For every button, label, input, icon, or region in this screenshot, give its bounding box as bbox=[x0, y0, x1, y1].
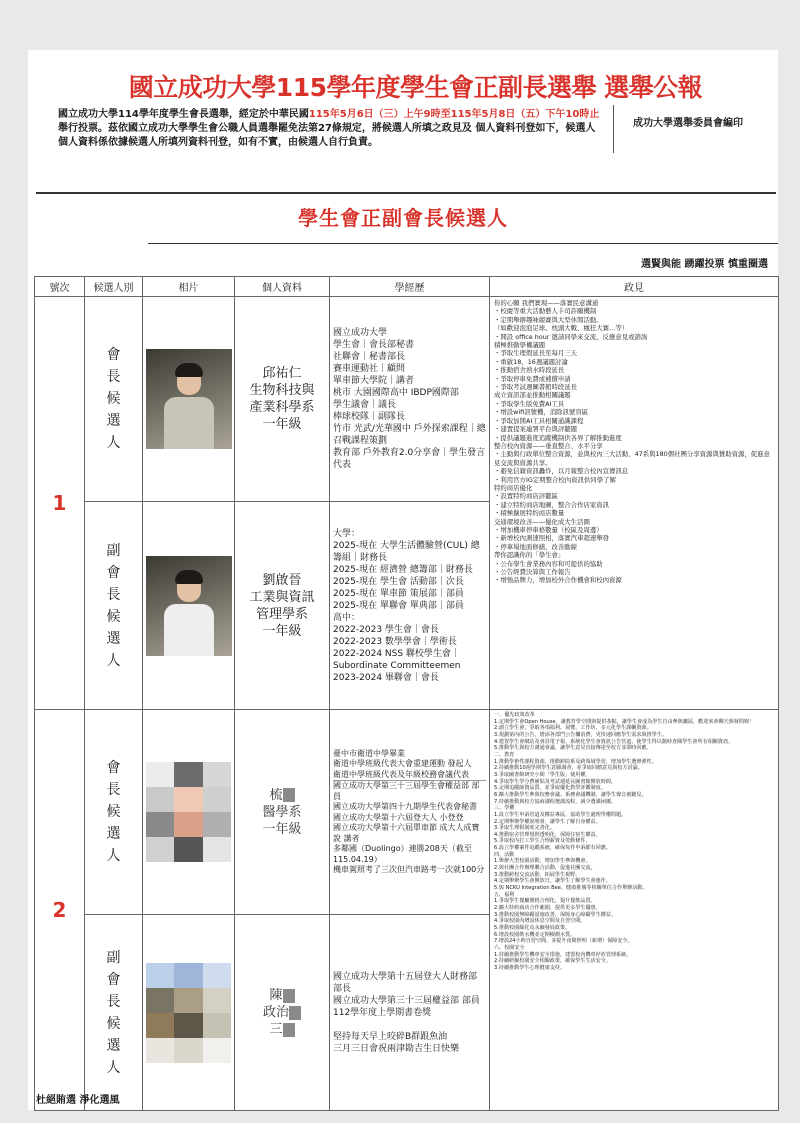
profile-line bbox=[238, 987, 326, 1004]
experience bbox=[330, 297, 490, 502]
blur-tile bbox=[174, 787, 203, 812]
profile-line-text: 一年級 bbox=[262, 821, 302, 837]
policy bbox=[490, 297, 779, 710]
issuer: 成功大學選舉委員會編印 bbox=[633, 118, 743, 129]
profile-line-text: 陳 bbox=[269, 988, 283, 1003]
profile-line bbox=[238, 821, 326, 838]
profile-line bbox=[238, 1004, 326, 1021]
blur-tile bbox=[146, 812, 175, 837]
profile-line bbox=[238, 787, 326, 804]
blur-tile bbox=[146, 837, 175, 862]
role-label bbox=[85, 915, 143, 1111]
bulletin-title: 國立成功大學115學年度學生會正副長選舉 選舉公報 bbox=[128, 73, 703, 102]
role-label bbox=[85, 297, 143, 502]
col-header-number: 號次 bbox=[35, 277, 85, 297]
photo-figure-body bbox=[164, 397, 214, 449]
table-row bbox=[35, 710, 779, 915]
experience bbox=[330, 915, 490, 1111]
blur-tile bbox=[174, 988, 203, 1013]
policy-text: 一、優先政策改革 1.定期學生會Open House，讓教育學空間與提供茶點，讓學生會成為學生自由參與廳區，歡迎來會聊天與發問喔！ 2.創立學生會，爭取各項福利、展覽、工作坊、多元化學生課輔資源。 3.規劃第內的公告，增添各部門公告欄消費，更快速回應學生需求與推學生。 4.建置學生會網站及會員電子報，系統化學生會資訊公告管道，使學生得以隨時查閱學生會所有相關資訊。 5.推動學生與校方溝通會議，讓學生意見直接傳達至校方並即時回應。 二、教育 1.推動學術性課程資源，推動跨院系及跨領域學習，增加學生選修彈性。 2.持續推動10週學期學生意願調查，並爭取回饋意見與校方討論。 3.爭取圖書館研究小間「學生版」使用權。 4.爭取學生學分費補貼及考試週延長圖書館開放時間。 5.定期追蹤師資品質，並爭取優化教學評鑑制度。 6.擴大推動學生參與校務會議、系務會議機制，讓學生聲音被聽見。 7.持續推動與校方協商課程選課流程，減少選課困擾。 三、學權 1.設立學生申訴管道及權益專區，協助學生處理學權問題。 2.定期舉辦學權說明會，讓學生了解自身權益。 3.爭取生理假制度完善化。 4.推動宿舍管理規則透明化，保障住宿生權益。 5.爭取校內打工學生合理薪資及勞動條件。 6.設立學權案件追蹤系統，確保每件申訴都有回應。 四、活動 1.舉辦大型校園活動，增加學生參與機會。 2.與社團合作辦理聯合活動，促進社團交流。 3.推動跨校交流活動，拓展學生視野。 4.定期舉辦學生會開放日，讓學生了解學生會運作。 5.與 NCKU Integration Bee、健康推廣等相關單位合作舉辦活動。 五、福利 1.爭取學生餐廳價格合理化，提升餐飲品質。 2.擴大特約商店合作範圍，提供更多學生優惠。 3.推動校園無障礙設施改善，保障身心障礙學生權益。 4.爭取校園內增設休息空間及自習空間。 5.推動校園綠化及永續發展政策。 6.增設校園飲水機並定期檢測水質。 7.增設24小時自習空間，並提升夜間照明（新增）保障安全。 六、校園安全 1.持續推動學生機車安全措施，建置校內機車停放管理系統。 2.持續研擬校園安全相關政策，確保學生生活安全。 3.持續推動學生心理健康支持。 bbox=[494, 712, 755, 971]
photo-figure-hair bbox=[175, 570, 203, 584]
experience bbox=[330, 710, 490, 915]
role-label bbox=[85, 502, 143, 710]
masked-block bbox=[283, 788, 295, 802]
photo-cell bbox=[143, 502, 235, 710]
photo-cell bbox=[143, 915, 235, 1111]
profile-masked bbox=[235, 710, 330, 915]
policy bbox=[490, 710, 779, 1111]
footer-slogan: 杜絕賄選 淨化選風 bbox=[36, 1095, 120, 1106]
masked-block bbox=[283, 989, 295, 1003]
policy-text: 你的心願 我們實現——落實民意溝通 ・校慶等重大活動藝人卡司許願機制 ・定期舉辦趣味競賽與大型休閒活動。 （如歡迎泡泡足球、枕頭大戰、瘋狂大賽…等） ・開設 office hour 邀請同學來交流，反應意見或諮詢 積極推動學權議題 ・爭取生理假延長至每月三天 ・重啟18、16週議題討論 ・推動宿舍熟水時段延長 ・爭取停車免費或補償申請 ・爭取考試週圖書館時段延長 成立資訊部並推動相關議題 ・爭取學生版免費AI工具 ・增設wifi訊號機，消除訊號盲區 ・爭取加開AI工具相關通識課程 ・建置提案連署平台與評聽題 ・提供議題進度追蹤機制供各界了解推動進度 整合校內資源——垂直整合、水平分享 ・主動與行政單位整合資源，並與校內三大活動、47系與180個社團分享資源與贊助資源，促進意見交流與資源共享。 ・避免信籍資訊轟炸，以月報整合校內宣傳訊息 ・利用官方IG定期整合校內資訊供同學了解 特約商店優化 ・設置特約商店評聽區 ・建立特約商店地圖，整合合作店家資訊 ・積極擴展特約商店數量 交通環境改善——優化成大生活圈 ・增加機車停車格數量（校區及周邊） ・新增校內測速照相，落實汽車超速舉發 ・停車場地面修繕、改善動線 帶你認識你的「學生會」 ・公布學生會業務內容和可提供的協助 ・公告經費決算與工作報告 ・增強品牌力，增加校外合作機會和校內資源 bbox=[494, 299, 770, 585]
role-text: 副會長候選人 bbox=[106, 949, 121, 1076]
blur-tile bbox=[146, 988, 175, 1013]
experience-text: 國立成功大學第三十三屆學生會權益部 部員 國立成功大學第四十九期學生代表會秘書 國立成功大學第十六屆登大人 小登登 國立成功大學第十六屆單車節 成大人成寶說 講者 多鄰國（Duolingo）連勝208天（截至115.04.19） 機車駕照考了三次但汽車路考一次就100分 bbox=[333, 781, 485, 874]
blur-tile bbox=[146, 1013, 175, 1038]
profile-line-text: 梳 bbox=[269, 787, 283, 803]
table-row bbox=[35, 297, 779, 502]
experience-text: 大學： 2025-現在 大學生活體驗營(CUL) 總籌組｜財務長 2025-現在 經濟營 總籌部｜財務長 2025-現在 學生會 活動部｜次長 2025-現在 單車節 策展部｜部員 2025-現在 單聯會 單典部｜部員 高中： 2022-2023 學生會｜會長 2022-2023 數學學會｜學術長 2022-2024 NSS 聯校學生會｜Subordinate Committeemen 2023-2024 畢聯會｜會長 bbox=[333, 528, 480, 683]
photo-cell bbox=[143, 297, 235, 502]
candidate-table bbox=[34, 276, 779, 1111]
blur-tile bbox=[146, 1038, 175, 1063]
col-header-role: 候選人別 bbox=[85, 277, 143, 297]
notice-text-a: 國立成功大學114學年度學生會長選舉，經定於中華民國 bbox=[58, 109, 309, 120]
blur-tile bbox=[203, 1038, 232, 1063]
col-header-profile: 個人資料 bbox=[235, 277, 330, 297]
profile-text: 劉啟晉 工業與資訊 管理學系 一年級 bbox=[249, 572, 315, 639]
photo-figure-hair bbox=[175, 363, 203, 377]
blur-tile bbox=[203, 1013, 232, 1038]
photo-figure-body bbox=[164, 604, 214, 656]
candidate-number: 1 bbox=[35, 297, 85, 710]
blur-tile bbox=[203, 812, 232, 837]
profile bbox=[235, 297, 330, 502]
masked-block bbox=[289, 1006, 301, 1020]
blur-tile bbox=[203, 988, 232, 1013]
bulletin-page bbox=[28, 50, 778, 1110]
col-header-photo: 相片 bbox=[143, 277, 235, 297]
role-text: 會長候選人 bbox=[106, 760, 121, 864]
experience-text: 臺中市衛道中學畢業 衛道中學班級代表大會重建運動 發起人 衛道中學班級代表及年級校務會議代表 bbox=[333, 748, 472, 779]
blur-tile bbox=[146, 787, 175, 812]
role-label bbox=[85, 710, 143, 915]
masked-block bbox=[283, 1023, 295, 1037]
header-rule bbox=[36, 192, 776, 194]
blur-tile bbox=[203, 787, 232, 812]
blur-tile bbox=[203, 837, 232, 862]
profile-line-text: 醫學系 bbox=[262, 804, 302, 820]
blur-tile bbox=[146, 963, 175, 988]
candidate-photo bbox=[146, 556, 232, 656]
section-rule bbox=[148, 243, 778, 244]
profile-masked bbox=[235, 915, 330, 1111]
voting-motto: 選賢與能 踴躍投票 慎重圈選 bbox=[641, 259, 768, 270]
experience-text: 國立成功大學第十五屆登大人財務部 部長 國立成功大學第三十三屆權益部 部員 112學年度上學期書卷獎 堅持每天早上咬碎B群跟魚油 三月三日會祝兩津勘吉生日快樂 bbox=[333, 971, 480, 1054]
profile-line bbox=[238, 1021, 326, 1038]
profile bbox=[235, 502, 330, 710]
blur-tile bbox=[174, 837, 203, 862]
col-header-policy: 政見 bbox=[490, 277, 779, 297]
profile-line bbox=[238, 804, 326, 821]
profile-line-text: 三 bbox=[269, 1022, 283, 1037]
role-text: 會長候選人 bbox=[106, 347, 121, 451]
election-notice bbox=[58, 108, 603, 150]
header-divider bbox=[613, 105, 614, 153]
experience-text: 國立成功大學 學生會｜會長部秘書 社聯會｜秘書部長 賽車運動社｜顧問 單車節大學院｜講者 桃市 大園國際高中 IBDP國際部 學生議會｜議長 棒球校隊｜副隊長 竹市 光武/光華國中 戶外探索課程｜總召戰課程策劃 教育部 戶外教育2.0分享會｜學生發言代表 bbox=[333, 328, 486, 470]
section-title: 學生會正副會長候選人 bbox=[298, 206, 508, 230]
blur-tile bbox=[174, 963, 203, 988]
experience bbox=[330, 502, 490, 710]
candidate-number: 2 bbox=[35, 710, 85, 1111]
photo-cell bbox=[143, 710, 235, 915]
blur-tile bbox=[174, 1013, 203, 1038]
blur-tile bbox=[203, 762, 232, 787]
col-header-experience: 學經歷 bbox=[330, 277, 490, 297]
candidate-photo-blurred bbox=[146, 963, 232, 1063]
notice-text-b: 舉行投票。茲依國立成功大學學生會公職人員選舉罷免法第27條規定，將候選人所填之政見及 個人資料刊登如下，候選人個人資料係依據候選人所填列資料刊登，如有不實，由候選人自行負責。 bbox=[58, 123, 596, 148]
blur-tile bbox=[203, 963, 232, 988]
notice-date: 115年5月6日（三）上午9時至115年5月8日（五）下午10時止 bbox=[308, 109, 600, 120]
blur-tile bbox=[174, 812, 203, 837]
role-text: 副會長候選人 bbox=[106, 542, 121, 669]
profile-text: 邱祐仁 生物科技與 產業科學系 一年級 bbox=[249, 366, 315, 432]
blur-tile bbox=[174, 1038, 203, 1063]
blur-tile bbox=[146, 762, 175, 787]
candidate-photo-blurred bbox=[146, 762, 232, 862]
candidate-photo bbox=[146, 349, 232, 449]
blur-tile bbox=[174, 762, 203, 787]
profile-line-text: 政治 bbox=[262, 1005, 289, 1020]
